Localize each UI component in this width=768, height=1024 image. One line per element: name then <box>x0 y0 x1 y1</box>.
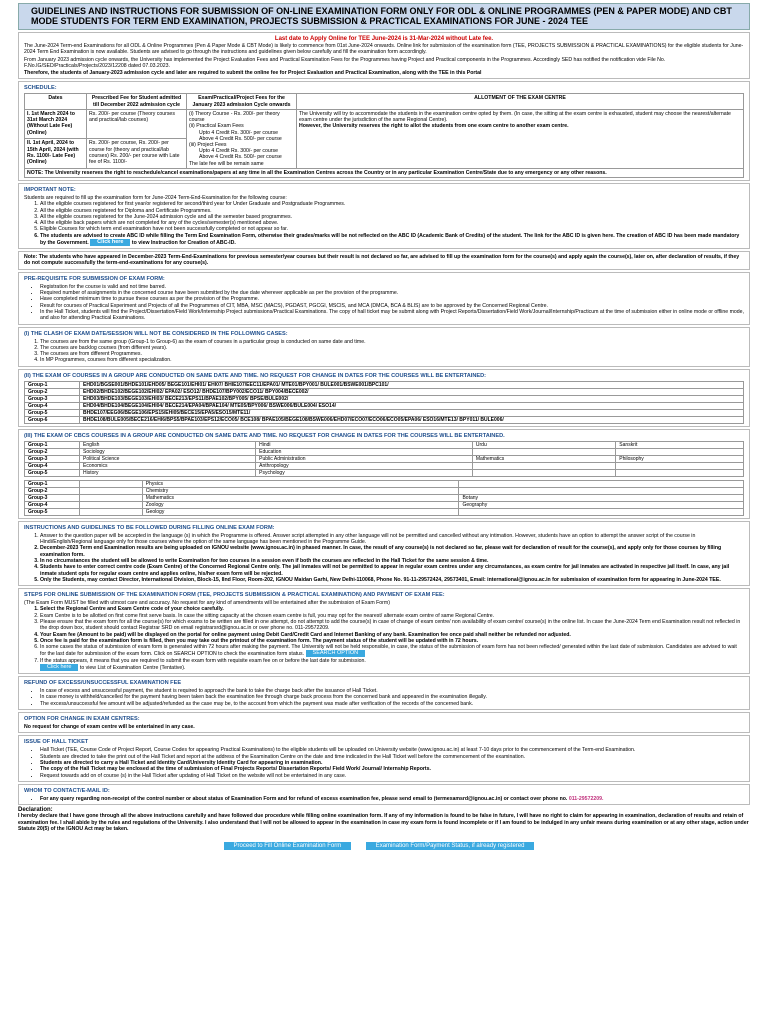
same-day-title: (II) THE EXAM OF COURSES IN A GROUP ARE CONDUCTED ON SAME DATE AND TIME. NO REQUEST FOR CHANGE IN DATES FOR THE COURSES WILL BE ENTERTAINED: <box>24 372 487 379</box>
table-row <box>25 455 744 462</box>
last-date-notice: Last date to Apply Online for TEE June-2024 is 31-Mar-2024 without Late fee. <box>274 36 494 42</box>
schedule-header-fee-old: Prescribed Fee for Student admitted till December 2022 admission cycle <box>87 94 187 109</box>
contact-title: WHOM TO CONTACT/E-MAIL ID: <box>24 787 110 794</box>
fee-item: The late fee will be remain same <box>189 160 264 167</box>
table-row <box>25 381 744 388</box>
cell: Zoology <box>142 501 459 508</box>
cell: Group-1 <box>25 480 80 487</box>
list-item: • In the Hall Ticket, students will find the Project/Dissertation/Field Work/Internship Project submissions/Practical Examinations. The copy of hall ticket may be submit along with Project Reports/Dissertation/Field Work/Journal/Internship/Practicum at the time of submission either in online mode or offline mode, and also for attending Practical Examinations. <box>40 309 744 322</box>
cell: History <box>80 469 256 476</box>
cell: Philosophy <box>616 455 744 462</box>
list-item: • Have completed minimum time to pursue these courses as per the provision of the Programme. <box>40 296 744 302</box>
list-item: 4. Students have to enter correct centre code (Exam Centre) of the Concerned Regional Centre only. The jail inmates will not be permitted to appear in regular exam centres under any circumstances, as exam centre for jail inmates are activated in respective jail itself. In case, any jail inmate student opts for regular exam centre and applies online, his/her exam form will be rejected. <box>40 564 744 577</box>
group-courses: EHD02/BHDE102/BEGE102/EHI02/ EPA02/ ESO12/ BHDE107/BPY002/ECO11/ BPY004/BECE002/ <box>80 388 744 395</box>
list-item: • Hall Ticket (TEE, Course Code of Project Report, Course Codes for appearing Practical Examinations) to the eligible students will be uploaded on University website (www.ignou.ac.in) at least 7-10 days prior to the commencement of the Term-end Examination. <box>40 747 744 753</box>
list-item: • Students are directed to take the print out of the Hall Ticket and report at the address of the Examination Centre on the date and time indicated in the Hall Ticket well before the commencement of the examination. <box>40 754 744 760</box>
list-item: • Result for courses of Practical Experiment and Projects of all the Programmes of CIT, MBA, MSC (MACS), PGDAST, PGCGI, MSCIS, and MCA (DMCA, BCA & BLIS) are to be approved by the Concerned Regional Centre. <box>40 303 744 309</box>
group-label: Group-2 <box>25 388 80 395</box>
fee-item: (iii) Project Fees <box>189 141 227 148</box>
hall-ticket-list <box>24 747 744 778</box>
list-item: • The excess/unsuccessful fee amount will be adjusted/refunded as the case may be, to the account from which the payment was made after verification of the records of the concerned bank. <box>40 701 744 707</box>
change-centre-text: No request for change of exam centre will be entertained in any case. <box>24 724 195 731</box>
cell: Group-4 <box>25 501 80 508</box>
cell: Anthropology <box>256 462 473 469</box>
schedule-fee-old-1: Rs. 200/- per course (Theory courses and practical/lab courses) <box>87 109 187 138</box>
change-centre-section <box>18 712 750 733</box>
cbcs-title: (III) THE EXAM OF CBCS COURSES IN A GROUP ARE CONDUCTED ON SAME DATE AND TIME. NO REQUEST FOR CHANGE IN DATES FOR THE COURSES WILL BE ENTERTAINED. <box>24 432 505 439</box>
steps-title: STEPS FOR ONLINE SUBMISSION OF THE EXAMINATION FORM (TEE, PROJECTS SUBMISSION & PRACTICAL EXAMINATION) AND PAYMENT OF EXAM FEE: <box>24 592 445 599</box>
intro-paragraph-2: From January 2023 admission cycle onwards, the University has implemented the Project Evaluation Fees and Practical Examination Fees for the Programmes having Project and Practical components in the Programmes. Accordingly SED has notified the notification vide File No. F.No.IG/SED/Practicals/Projects/2023/12208 dated 07.03.2023. <box>24 56 666 69</box>
cell: Hindi <box>256 441 473 448</box>
table-row <box>25 494 744 501</box>
cell: Group-5 <box>25 469 80 476</box>
list-item: 2. December-2023 Term end Examination results are being uploaded on IGNOU website (www.ignou.ac.in) in phased manner. In case, the result of any course(s) is not declared so far, please wait for declaration of result for the course(s), and apply only for those courses by filling examination form. <box>40 545 744 558</box>
cell: Education <box>256 448 473 455</box>
list-item: • The copy of the Hall Ticket may be enclosed at the time of submission of Final Projects Reports/ Dissertation Reports/ Field Work/ Journal/ Internship Reports. <box>40 766 744 772</box>
fee-item: (i) Theory Course - Rs. 200/- per theory course <box>189 110 280 124</box>
schedule-date-1: I. 1st March 2024 to 31st March 2024 (Without Late Fee) (Online) <box>25 109 87 138</box>
change-centre-title: OPTION FOR CHANGE IN EXAM CENTRES: <box>24 716 140 723</box>
schedule-header-allotment: ALLOTMENT OF THE EXAM CENTRE <box>297 94 744 109</box>
list-item <box>40 233 744 246</box>
cell: Sociology <box>80 448 256 455</box>
cell: Chemistry <box>142 487 459 494</box>
cell <box>472 462 615 469</box>
allotment-bold-text: However, the University reserves the right to allot the students from one exam centre to another exam centre. <box>299 123 569 130</box>
list-item: 1. All the eligible courses registered for first year/or registered for second/third year for Under Graduate and Postgraduate Programmes. <box>40 201 744 207</box>
group-label: Group-3 <box>25 395 80 402</box>
fee-item: Above 4 Credit Rs. 500/- per course <box>199 154 282 161</box>
same-day-section <box>18 369 750 427</box>
cell <box>616 469 744 476</box>
group-label: Group-1 <box>25 381 80 388</box>
table-row <box>25 508 744 515</box>
cbcs-table-2 <box>24 480 744 516</box>
cell <box>80 508 143 515</box>
schedule-fee-new <box>187 109 297 168</box>
centre-list-line <box>24 664 744 671</box>
schedule-date-2: II. 1st April, 2024 to 15th April, 2024 (with Rs. 1100/- Late Fee) (Online) <box>25 139 87 168</box>
contact-text: For any query regarding non-receipt of the control number or about status of Examination Form and for refund of excess examination fee, please send email to (termexamsrd@ignou.ac.in) or contact over phone no. <box>40 795 568 802</box>
schedule-header-dates: Dates <box>25 94 87 109</box>
list-item: 2. Exam Centre is to be allotted on first come first serve basis. In case the sitting capacity at the chosen exam centre is full, you may opt for the nearest/ alternate exam centre of same Regional Centre. <box>40 613 744 619</box>
instructions-title: INSTRUCTIONS AND GUIDELINES TO BE FOLLOWED DURING FILLING ONLINE EXAM FORM: <box>24 524 275 531</box>
step-text: In some cases the status of submission of exam form is generated within 72 hours after making the payment. The University will not be held responsible, in case, the status of the submission of exam form has not been reflected/ generated within the last date of submission. Candidates are advised to wait for the last date for submission of the exam form. Click on SEARCH OPTION to check the examination form status. <box>40 644 737 658</box>
cell: Public Administration <box>256 455 473 462</box>
hall-ticket-section <box>18 735 750 781</box>
fee-item: Above 4 Credit Rs. 500/- per course <box>199 135 282 142</box>
list-item: 3. Please ensure that the exam form for all the course(s) for which exams to be written are filled in one attempt, do not attempt to add the course(s) in case of change of exam centre/ non availability of exam centre/ course(s) in the online list. In case the June-2024 Term end Examination result not reflected in the drop down box, student should contact Registrar SRD on email registrarsrd@ignou.ac.in or over phone no. 011-29572209. <box>40 619 744 632</box>
list-item: 2. The courses are backlog courses (from different years). <box>40 345 744 351</box>
schedule-table <box>24 93 744 177</box>
cell <box>80 487 143 494</box>
important-list <box>24 201 744 246</box>
group-label: Group-5 <box>25 409 80 416</box>
group-label: Group-4 <box>25 402 80 409</box>
list-item: 1. The courses are from the same group (Group-1 to Group-6) as the exam of courses in a particular group is conducted on same date and time. <box>40 339 744 345</box>
prereq-title: PRE-REQUISITE FOR SUBMISSION OF EXAM FORM: <box>24 275 165 282</box>
cell: Group-1 <box>25 441 80 448</box>
declaration-section <box>18 807 750 852</box>
table-row <box>25 501 744 508</box>
table-row <box>25 487 744 494</box>
clash-title: (I) THE CLASH OF EXAM DATE/SESSION WILL NOT BE CONSIDERED IN THE FOLLOWING CASES: <box>24 330 288 337</box>
cell: Political Science <box>80 455 256 462</box>
list-item: 3. In no circumstances the student will be allowed to write Examination for two courses in a session even if both the courses are reflected in the Hall Ticket for the same session & time. <box>40 558 744 564</box>
proceed-button[interactable]: Proceed to Fill Online Examination Form <box>224 842 352 850</box>
list-item <box>40 796 744 802</box>
cell: Group-4 <box>25 462 80 469</box>
action-buttons <box>18 834 750 852</box>
refund-title: REFUND OF EXCESS/UNSUCCESSFUL EXAMINATION FEE <box>24 680 182 687</box>
table-row <box>25 480 744 487</box>
cell: Group-2 <box>25 448 80 455</box>
table-row <box>25 462 744 469</box>
prereq-list <box>24 284 744 322</box>
list-item: 7. If the status appears, it means that you are required to submit the exam form with requisite exam fee on or before the last date for submission. <box>40 658 744 664</box>
abc-id-text: The students are advised to create ABC ID while filling the Term End Examination Form, otherwise their grades/marks will be not reflected on the ABC ID (Academic Bank of Credits) of the student. The link for the ABC ID is given here. The creation of ABC ID has been made mandatory by the Government. <box>40 232 740 246</box>
contact-phone: 011-29572209. <box>568 795 604 802</box>
hall-ticket-title: ISSUE OF HALL TICKET <box>24 739 89 746</box>
list-item: • Registration for the course is valid and not time barred. <box>40 284 744 290</box>
cell <box>616 448 744 455</box>
status-button[interactable]: Examination Form/Payment Status, if already registered <box>366 842 535 850</box>
cell: Geology <box>142 508 459 515</box>
contact-section <box>18 784 750 805</box>
list-item: 4. Your Exam fee (Amount to be paid) will be displayed on the portal for online payment using Debit Card/Credit Card and Internet Banking of any bank. Examination fee once paid shall neither be refunded nor adjusted. <box>40 632 744 638</box>
steps-section <box>18 588 750 674</box>
schedule-section <box>18 81 750 180</box>
cell <box>616 462 744 469</box>
table-row <box>25 409 744 416</box>
fee-item: Upto 4 Credit Rs. 300/- per course <box>199 129 279 136</box>
instructions-section <box>18 521 750 586</box>
cell <box>80 494 143 501</box>
cell: Group-5 <box>25 508 80 515</box>
cell <box>472 469 615 476</box>
cell: Economics <box>80 462 256 469</box>
cbcs-table-1 <box>24 441 744 477</box>
group-table <box>24 381 744 424</box>
table-row <box>25 448 744 455</box>
list-item: 5. Only the Students, may contact Director, International Division, Block-15, IInd Floor, Room-202, IGNOU Maidan Garhi, New Delhi-110068, Phone No. 91-11-29572424, 29573401, Email: international@ignou.ac.in for submission of examination form for appearing in June-2024 TEE. <box>40 577 744 583</box>
cell: Urdu <box>472 441 615 448</box>
list-item: • In case of excess and unsuccessful payment, the student is required to approach the bank to take the charge back after the issuance of Hall Ticket. <box>40 688 744 694</box>
list-item: 1. Select the Regional Centre and Exam Centre code of your choice carefully. <box>40 606 744 612</box>
centre-list-click-here-button[interactable]: Click here <box>40 664 78 671</box>
page-title: GUIDELINES AND INSTRUCTIONS FOR SUBMISSION OF ON-LINE EXAMINATION FORM ONLY FOR ODL & ONLINE PROGRAMMES (PEN & PAPER MODE) AND CBT MODE STUDENTS FOR TERM END EXAMINATION, PROJECTS SUBMISSION & PRACTICAL EXAMINATIONS FOR JUNE - 2024 TEE <box>18 3 750 30</box>
prereq-section <box>18 272 750 325</box>
cell: Botany <box>459 494 744 501</box>
cell: Group-2 <box>25 487 80 494</box>
cell: Geography <box>459 501 744 508</box>
schedule-note: NOTE: The University reserves the right to reschedule/cancel examinations/papers at any time in all the Examination Centres across the Country or in any particular Examination Centre/State due to any emergency or any other reasons. <box>25 168 744 177</box>
cell: Group-3 <box>25 455 80 462</box>
result-note-section <box>18 251 750 270</box>
list-item: 3. The courses are from different Programmes. <box>40 351 744 357</box>
table-row <box>25 441 744 448</box>
cell <box>459 480 744 487</box>
table-row <box>25 416 744 423</box>
schedule-fee-old-2: Rs. 200/- per course, Rs. 200/- per course for (theory and practical/lab courses) Rs. 200/- per course with Late fee of Rs. 1100/- <box>87 139 187 168</box>
cell: Mathematics <box>142 494 459 501</box>
table-row <box>25 388 744 395</box>
group-courses: BHDE107/EEG06/BEGE106/EPS15/EHI05/BECE15/EPA5/ESO15/MTE11/ <box>80 409 744 416</box>
contact-list <box>24 796 744 802</box>
schedule-allotment <box>297 109 744 168</box>
group-courses: EHD01/BGSE001/BHDE101/EHD05/ BEGE101/EHI01/ EHI07/ BHIE107/EEC11/EPA01/ MTE01/BPY001/ BULE001/BSWE001/BPC101/ <box>80 381 744 388</box>
cell: Physics <box>142 480 459 487</box>
group-label: Group-6 <box>25 416 80 423</box>
abc-tail: to view Instruction for Creation of ABC-ID. <box>131 239 236 246</box>
list-item: 5. Once fee is paid for the examination form is filled, then you may take out the printout of the examination form. The payment status of the student will be updated with in 72 hours. <box>40 638 744 644</box>
schedule-title: SCHEDULE: <box>24 85 57 92</box>
cell: Psychology <box>256 469 473 476</box>
cell <box>459 508 744 515</box>
clash-section <box>18 327 750 367</box>
list-item: • Required number of assignments in the concerned course have been submitted by the due date wherever applicable as per the provision of the programme. <box>40 290 744 296</box>
cell: Mathematics <box>472 455 615 462</box>
declaration-title: Declaration: <box>18 807 53 814</box>
table-row <box>25 395 744 402</box>
important-note-section <box>18 183 750 249</box>
abc-click-here-button[interactable]: Click here <box>90 239 130 246</box>
list-item: 1. Answer to the question paper will be accepted in the language (s) in which the Programme is offered. Answer script attempted in any other language will not be permitted and cancelled without any intimation. However, students have an option to attempt the answer script of the course in Hindi/English/Regional language only for those courses where the option of the same language has been mentioned in the Programme Guide. <box>40 533 744 546</box>
search-option-button[interactable]: SEARCH OPTION <box>306 650 366 657</box>
list-item: 4. All the eligible back papers which are not completed for any of the cycles/semester(s) mentioned above. <box>40 220 744 226</box>
list-item: • Students are directed to carry a Hall Ticket and Identity Card/University Identity Card for appearing in examination. <box>40 760 744 766</box>
cell <box>80 480 143 487</box>
fee-item: (ii) Practical Exam Fees <box>189 123 244 130</box>
group-courses: EHD04/BHDE104/BEGE104/EHI04/ BECE214/EPA04/BPAE104/ MTE05/BPY006/ BSWE006/BULE004/ ESO14/ <box>80 402 744 409</box>
intro-paragraph-1: The June-2024 Term-end Examinations for all ODL & Online Programmes (Pen & Paper Mode & CBT Mode) is likely to commence from 01st June-2024 onwards. Online link for submission of the examination form (TEE, PROJECTS SUBMISSION & PRACTICAL EXAMINATIONS) for the eligible students for June-2024 Term End Examination is now available. Students are advised to go through the instructions and guidelines given below carefully and fill the examination form accordingly. <box>24 43 744 56</box>
cell <box>472 448 615 455</box>
refund-section <box>18 676 750 710</box>
cell: Sanskrit <box>616 441 744 448</box>
centre-list-tail: to view List of Examination Centre (Tentative). <box>79 664 186 671</box>
fee-item: Upto 4 Credit Rs. 300/- per course <box>199 148 279 155</box>
steps-list <box>24 606 744 664</box>
instructions-list <box>24 533 744 583</box>
important-title: IMPORTANT NOTE: <box>24 186 76 193</box>
list-item <box>40 644 744 657</box>
refund-list <box>24 688 744 707</box>
list-item: • In case money is withheld/cancelled for the payment having been taken back the examination fee through charge back process from the concerned bank and appeared in the examination illegally. <box>40 694 744 700</box>
list-item: 2. All the eligible courses registered for Diploma and Certificate Programmes. <box>40 208 744 214</box>
cell: English <box>80 441 256 448</box>
important-lead: Students are required to fill up the examination form for June-2024 Term-End-Examination for the following course: <box>24 194 287 201</box>
cell <box>459 487 744 494</box>
cbcs-section <box>18 429 750 519</box>
list-item: • Request towards add on of course (s) in the Hall Ticket after updating of Hall Ticket on the website will not be entertained in any case. <box>40 773 744 779</box>
steps-lead: (The Exam Form MUST be filled with utmost care and accuracy. No request for any kind of amendments will be entertained after the submission of Exam Form) <box>24 600 390 607</box>
table-row <box>25 469 744 476</box>
intro-section <box>18 32 750 79</box>
list-item: 5. Eligible Courses for which term end examination have not been successfully completed or not appear so far. <box>40 226 744 232</box>
list-item: 4. In MP Programmes, courses from different specialization. <box>40 357 744 363</box>
result-note: Note: The students who have appeared in December-2023 Term-End-Examinations for previous semester/year courses but their result is not declared so far, are advised to fill up the examination form for the course(s) and apply again the course(s), later on, after declaration of results, if they do not compute successfully the term-end-examinations for any course(s). <box>24 254 740 267</box>
clash-list <box>24 339 744 364</box>
allotment-text: The University will try to accommodate the students in the examination centre opted by them. (In case, the sitting at the exam centre is exhausted, student may choose the nearest/alternate exam centre under the jurisdiction of the same Regional Centre). <box>299 110 731 124</box>
declaration-text: I hereby declare that I have gone through all the above instructions carefully and have followed due procedure while filling online examination form. If any of my information is found to be false in future, I will have no right to claim for appearing in examination, declaration of results and retain of examination fee. I shall abide by the rules and regulations of the University. I also understand that I will not be allowed to appear in the examination in case my exam form is found incomplete or if I am found to be indulged in any unfair means during examination or at any other stage, action under Statute 20(5) of the IGNOU Act may be taken. <box>18 813 749 832</box>
group-courses: EHD03/BHDE103/BEGE103/EHI03/ BECE213/EPS11/BPAE102/BPY005/ BPSE/BULE002/ <box>80 395 744 402</box>
cell <box>80 501 143 508</box>
cell: Group-3 <box>25 494 80 501</box>
schedule-header-fee-new: Exam/Practical/Project Fees for the January 2023 admission Cycle onwards <box>187 94 297 109</box>
group-courses: BHDE108/BULE005/BECE216/EHI6/BPS5/BPAE103/EPS12/ECO05/ BCE108/ BPAE105/BEGE108/BSWE006/EHD07/ECO07/ECO06/ECO05/EPA06/ ESO16/MTE13/ BPY011/ BULE006/ <box>80 416 744 423</box>
list-item: 3. All the eligible courses registered for the June-2024 admission cycle and all the semester based programmes. <box>40 214 744 220</box>
intro-paragraph-3: Therefore, the students of January-2023 admission cycle and later are required to submit the online fee for Project Evaluation and Practical Examination, along with the TEE in this Portal <box>24 70 482 77</box>
table-row <box>25 402 744 409</box>
